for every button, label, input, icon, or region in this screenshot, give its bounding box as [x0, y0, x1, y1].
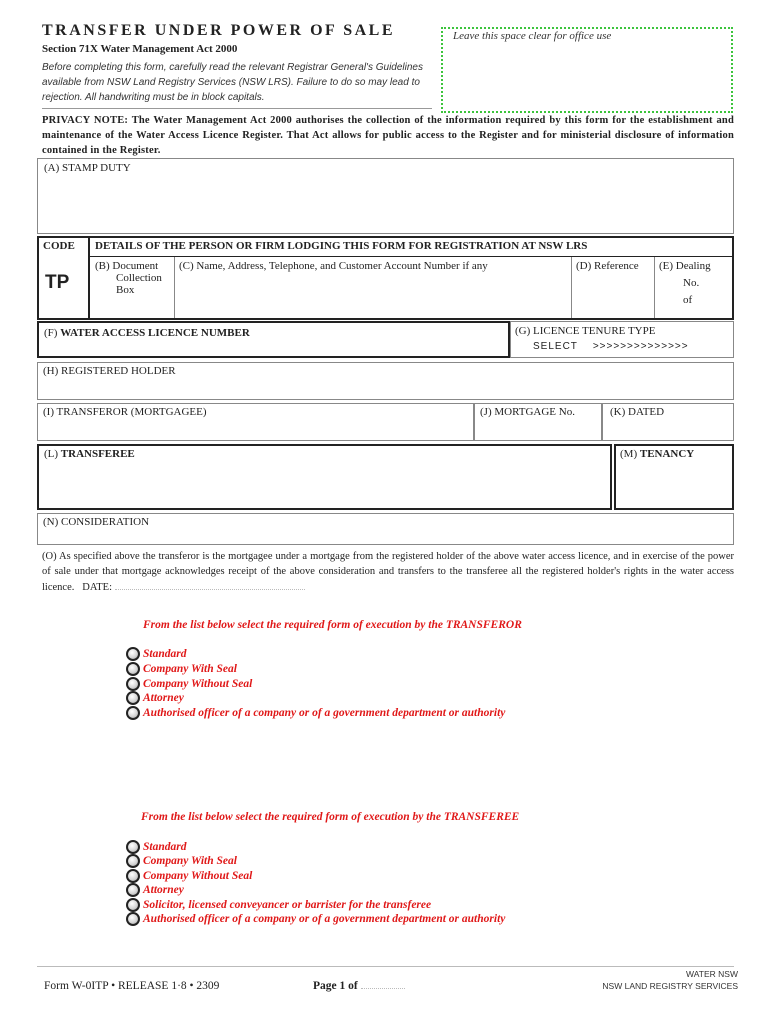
date-label: DATE:	[82, 582, 112, 593]
transferee-prefix: (L)	[44, 448, 61, 460]
transferor-field[interactable]	[37, 403, 474, 441]
transferee-option-label: Solicitor, licensed conveyancer or barrister for the transferee	[143, 899, 432, 911]
col-divider-d	[654, 257, 655, 318]
code-divider	[88, 238, 90, 318]
radio-icon[interactable]	[126, 691, 140, 705]
transferor-option-label: Standard	[143, 648, 187, 660]
transferor-option-label: Company With Seal	[143, 663, 237, 675]
radio-icon[interactable]	[126, 869, 140, 883]
radio-icon[interactable]	[126, 677, 140, 691]
doc-collection-label-3: Box	[116, 284, 135, 296]
code-value: TP	[45, 272, 70, 293]
dealing-label-2: No.	[683, 277, 700, 289]
licence-number-label: WATER ACCESS LICENCE NUMBER	[60, 327, 250, 339]
doc-collection-label-2: Collection	[116, 272, 162, 284]
transferor-option-label: Authorised officer of a company or of a government department or authority	[143, 707, 506, 719]
mortgage-no-label: (J) MORTGAGE No.	[480, 406, 575, 418]
dated-label: (K) DATED	[610, 406, 665, 418]
transferee-field[interactable]	[37, 444, 612, 510]
transferor-option-label: Attorney	[143, 692, 184, 704]
transferee-option-company-with-seal[interactable]	[126, 854, 237, 868]
header-divider	[42, 108, 432, 109]
radio-icon[interactable]	[126, 647, 140, 661]
form-title: TRANSFER UNDER POWER OF SALE	[42, 22, 395, 39]
org-line-1: WATER NSW	[686, 969, 738, 979]
transferor-option-company-with-seal[interactable]	[126, 662, 237, 676]
lodger-heading: DETAILS OF THE PERSON OR FIRM LODGING THIS FORM FOR REGISTRATION AT NSW LRS	[95, 240, 588, 252]
doc-collection-label-1: (B) Document	[95, 260, 159, 272]
stamp-duty-field[interactable]	[37, 158, 734, 234]
transferee-option-label: Authorised officer of a company or of a government department or authority	[143, 913, 506, 925]
lodger-details-block	[37, 236, 734, 320]
mortgage-no-field[interactable]	[474, 403, 602, 441]
clause-o-text: (O) As specified above the transferor is the mortgagee under a mortgage from the registered holder of the above water access licence, and in exercise of the power of sale under that mortgage acknowledges receipt of the above consideration and transfers to the transferee all the registered holder's rights in the water access licence.	[42, 551, 734, 593]
office-use-box	[441, 27, 733, 113]
transferor-option-standard[interactable]	[126, 647, 186, 661]
office-use-label: Leave this space clear for office use	[453, 30, 612, 42]
form-subtitle: Section 71X Water Management Act 2000	[42, 43, 238, 55]
lodger-heading-rule	[90, 256, 732, 257]
reference-label: (D) Reference	[576, 260, 639, 272]
transferee-option-label: Attorney	[143, 884, 184, 896]
radio-icon[interactable]	[126, 898, 140, 912]
page-total-line	[361, 978, 405, 989]
form-id: Form W-0ITP • RELEASE 1·8 • 2309	[44, 980, 220, 992]
transferee-option-attorney[interactable]	[126, 883, 184, 897]
dealing-label-3: of	[683, 294, 693, 306]
transferor-option-label: Company Without Seal	[143, 678, 253, 690]
radio-icon[interactable]	[126, 854, 140, 868]
radio-icon[interactable]	[126, 883, 140, 897]
stamp-duty-label: (A) STAMP DUTY	[44, 162, 131, 174]
code-label: CODE	[43, 240, 75, 252]
page-label: Page 1 of	[313, 980, 358, 992]
transferor-option-authorised-officer[interactable]	[126, 706, 505, 720]
consideration-label: (N) CONSIDERATION	[43, 516, 150, 528]
transferee-option-label: Company Without Seal	[143, 870, 253, 882]
date-input-line[interactable]	[115, 579, 305, 590]
transferee-label: TRANSFEREE	[60, 448, 135, 460]
radio-icon[interactable]	[126, 706, 140, 720]
licence-number-field[interactable]	[37, 321, 510, 358]
radio-icon[interactable]	[126, 662, 140, 676]
transferee-option-label: Company With Seal	[143, 855, 237, 867]
transferor-label: (I) TRANSFEROR (MORTGAGEE)	[43, 406, 207, 418]
radio-icon[interactable]	[126, 912, 140, 926]
transferee-option-solicitor[interactable]	[126, 898, 431, 912]
transferee-execution-heading: From the list below select the required form of execution by the TRANSFEREE	[141, 811, 520, 823]
registered-holder-label: (H) REGISTERED HOLDER	[43, 365, 176, 377]
registered-holder-field[interactable]	[37, 362, 734, 400]
transferor-option-company-without-seal[interactable]	[126, 677, 252, 691]
col-divider-c	[571, 257, 572, 318]
transferor-execution-heading: From the list below select the required form of execution by the TRANSFEROR	[143, 619, 522, 631]
tenancy-prefix: (M)	[620, 448, 640, 460]
page-number	[313, 978, 405, 992]
licence-number-prefix: (F)	[44, 327, 61, 339]
transferor-option-attorney[interactable]	[126, 691, 184, 705]
name-address-label: (C) Name, Address, Telephone, and Customer Account Number if any	[179, 260, 488, 272]
footer-divider	[37, 966, 734, 967]
transferee-option-standard[interactable]	[126, 840, 186, 854]
dated-field[interactable]	[602, 403, 734, 441]
privacy-note: PRIVACY NOTE: The Water Management Act 2000 authorises the collection of the information required by this form for the establishment and maintenance of the Water Access Licence Register. That Act allows for public access to the Register and for ministerial disclosure of information contained in the Register.	[42, 115, 734, 156]
intro-instructions: Before completing this form, carefully read the relevant Registrar General's Guidelines available from NSW Land Registry Services (NSW LRS). Failure to do so may lead to rejection. All handwriting must be in block capitals.	[42, 62, 423, 103]
consideration-field[interactable]	[37, 513, 734, 545]
col-divider-b	[174, 257, 175, 318]
transferee-option-label: Standard	[143, 841, 187, 853]
clause-o	[42, 549, 734, 595]
tenure-type-field[interactable]	[510, 321, 734, 358]
radio-icon[interactable]	[126, 840, 140, 854]
transferee-option-authorised-officer[interactable]	[126, 912, 505, 926]
tenure-type-label: (G) LICENCE TENURE TYPE	[515, 325, 656, 337]
tenancy-field[interactable]	[614, 444, 734, 510]
dealing-label-1: (E) Dealing	[659, 260, 711, 272]
transferee-option-company-without-seal[interactable]	[126, 869, 252, 883]
tenure-select-dropdown[interactable]: SELECT >>>>>>>>>>>>>>	[533, 341, 689, 352]
tenancy-label: TENANCY	[639, 448, 695, 460]
org-line-2: NSW LAND REGISTRY SERVICES	[602, 981, 738, 991]
